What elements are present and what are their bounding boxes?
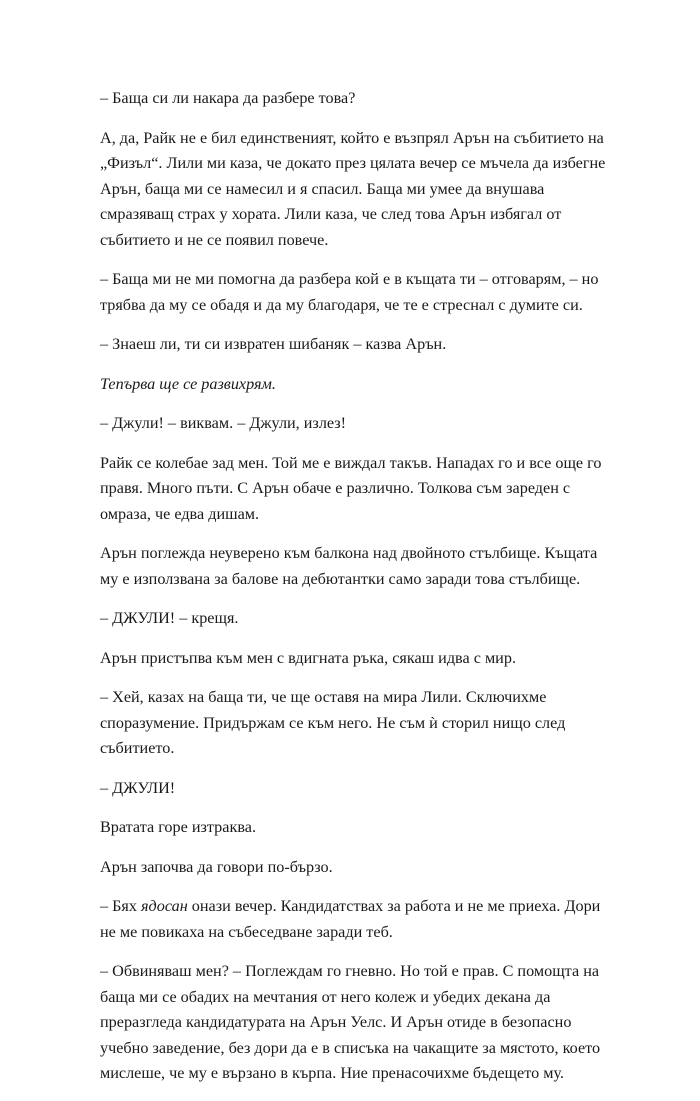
paragraph: – Баща ми не ми помогна да разбера кой е в къщата ти – отговарям, – но трябва да му се обадя и да му благодаря, че те е стреснал с думите си. xyxy=(100,270,599,314)
paragraph: Райк се колебае зад мен. Той ме е виждал такъв. Нападах го и все още го правя. Много пъти. С Арън обаче е различно. Толкова съм зареден с омраза, че едва дишам. xyxy=(100,453,602,523)
italic-paragraph: Тепърва ще се развихрям. xyxy=(100,374,276,393)
paragraph: – Баща си ли накара да разбере това? xyxy=(100,89,356,107)
paragraph: А, да, Райк не е бил единственият, който е възпрял Арън на събитието на „Физъл“. Лили ми каза, че докато през цялата вечер се мъчела да избегне Арън, баща ми се намесил и я спасил. Баща ми умее да внушава смразяващ страх у хората. Лили каза, че след това Арън избягал от събитието и не се появил повече. xyxy=(100,128,606,249)
paragraph: – ДЖУЛИ! – крещя. xyxy=(100,609,239,627)
text-run: – Бях xyxy=(100,897,142,915)
paragraph: – Обвиняваш мен? – Поглеждам го гневно. Но той е прав. С помощта на баща ми се обадих на мечтания от него колеж и убедих декана да преразгледа кандидатурата на Арън Уелс. И Арън отиде в безопасно учебно заведение, без дори да е в списъка на чакащите за мястото, което мислеше, че му е вързано в кърпа. Ние пренасочихме бъдещето му. xyxy=(100,962,601,1082)
paragraph: Вратата горе изтраква. xyxy=(100,818,256,836)
emphasized-word: ядосан xyxy=(141,897,188,915)
paragraph: – Хей, казах на баща ти, че ще оставя на мира Лили. Сключихме споразумение. Придържам се към него. Не съм ѝ сторил нищо след събитието. xyxy=(100,688,566,757)
text-run: онази вечер. Кандидатствах за работа и не ме приеха. Дори не ме повикаха на събеседване заради теб. xyxy=(100,897,601,941)
paragraph: Арън пристъпва към мен с вдигната ръка, сякаш идва с мир. xyxy=(100,648,516,667)
paragraph: Арън поглежда неуверено към балкона над двойното стълбище. Къщата му е използвана за балове на дебютантки само заради това стълбище. xyxy=(100,544,598,588)
paragraph: Арън започва да говори по-бързо. xyxy=(100,857,333,876)
paragraph-with-emphasis xyxy=(100,894,615,945)
paragraph: – Джули! – виквам. – Джули, излез! xyxy=(100,414,347,432)
book-page xyxy=(100,86,615,1101)
paragraph: – ДЖУЛИ! xyxy=(100,778,176,797)
paragraph: – Знаеш ли, ти си извратен шибаняк – казва Арън. xyxy=(100,335,447,353)
